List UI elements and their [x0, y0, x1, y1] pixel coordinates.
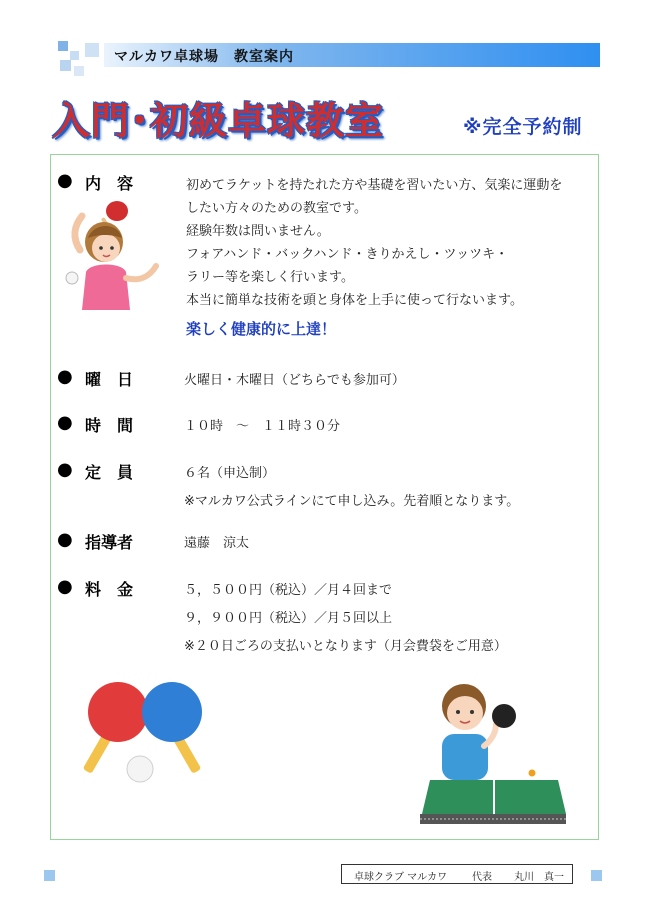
content-accent: 楽しく健康的に上達！	[186, 320, 337, 338]
bullet-icon: ●	[57, 576, 73, 597]
footer-role: 代表	[472, 872, 492, 883]
girl-player-illustration	[60, 198, 165, 318]
header-decor-square	[70, 51, 79, 60]
content-label: 内 容	[85, 174, 134, 193]
footer-name: 丸川 真一	[514, 872, 564, 883]
content-line: 経験年数は問いません。	[186, 224, 330, 239]
time-label: 時 間	[85, 416, 134, 435]
header-decor-square	[85, 43, 99, 57]
content-line: 初めてラケットを持たれた方や基礎を習いたい方、気楽に運動を	[186, 178, 563, 193]
time-value: １０時 ～ １１時３０分	[184, 419, 341, 434]
content-line: ラリー等を楽しく行います。	[186, 270, 354, 285]
content-line: 本当に簡単な技術を頭と身体を上手に使って行ないます。	[186, 293, 523, 308]
footer-decor-square	[591, 870, 602, 881]
bullet-icon: ●	[57, 529, 73, 550]
rackets-illustration	[70, 676, 220, 786]
header-decor-square	[74, 66, 84, 76]
bullet-icon: ●	[57, 412, 73, 433]
bullet-icon: ●	[57, 366, 73, 387]
boy-player-illustration	[418, 676, 568, 828]
header-title: マルカワ卓球場 教室案内	[114, 49, 294, 65]
content-line: フォアハンド・バックハンド・きりかえし・ツッツキ・	[186, 247, 509, 262]
capacity-note: ※マルカワ公式ラインにて申し込み。先着順となります。	[184, 494, 520, 509]
instructor-label: 指導者	[85, 533, 134, 552]
fee-line: ５，５００円（税込）／月４回まで	[184, 583, 393, 598]
fee-line: ※２０日ごろの支払いとなります（月会費袋をご用意）	[184, 639, 507, 654]
header-decor-square	[60, 60, 71, 71]
main-title: 入門･初級卓球教室	[52, 99, 385, 143]
header-decor-square	[58, 41, 68, 51]
fee-label: 料 金	[85, 580, 134, 599]
capacity-label: 定 員	[85, 463, 134, 482]
reservation-note: ※完全予約制	[463, 116, 583, 138]
bullet-icon: ●	[57, 170, 73, 191]
days-value: 火曜日・木曜日（どちらでも参加可）	[184, 373, 405, 388]
bullet-icon: ●	[57, 459, 73, 480]
instructor-value: 遠藤 涼太	[184, 536, 250, 551]
footer-signature	[341, 864, 573, 884]
days-label: 曜 日	[85, 370, 134, 389]
footer-club: 卓球クラブ マルカワ	[354, 872, 448, 883]
content-line: したい方々のための教室です。	[186, 201, 367, 216]
capacity-value: ６名（申込制）	[184, 466, 276, 481]
fee-line: ９，９００円（税込）／月５回以上	[184, 611, 393, 626]
footer-decor-square	[44, 870, 55, 881]
